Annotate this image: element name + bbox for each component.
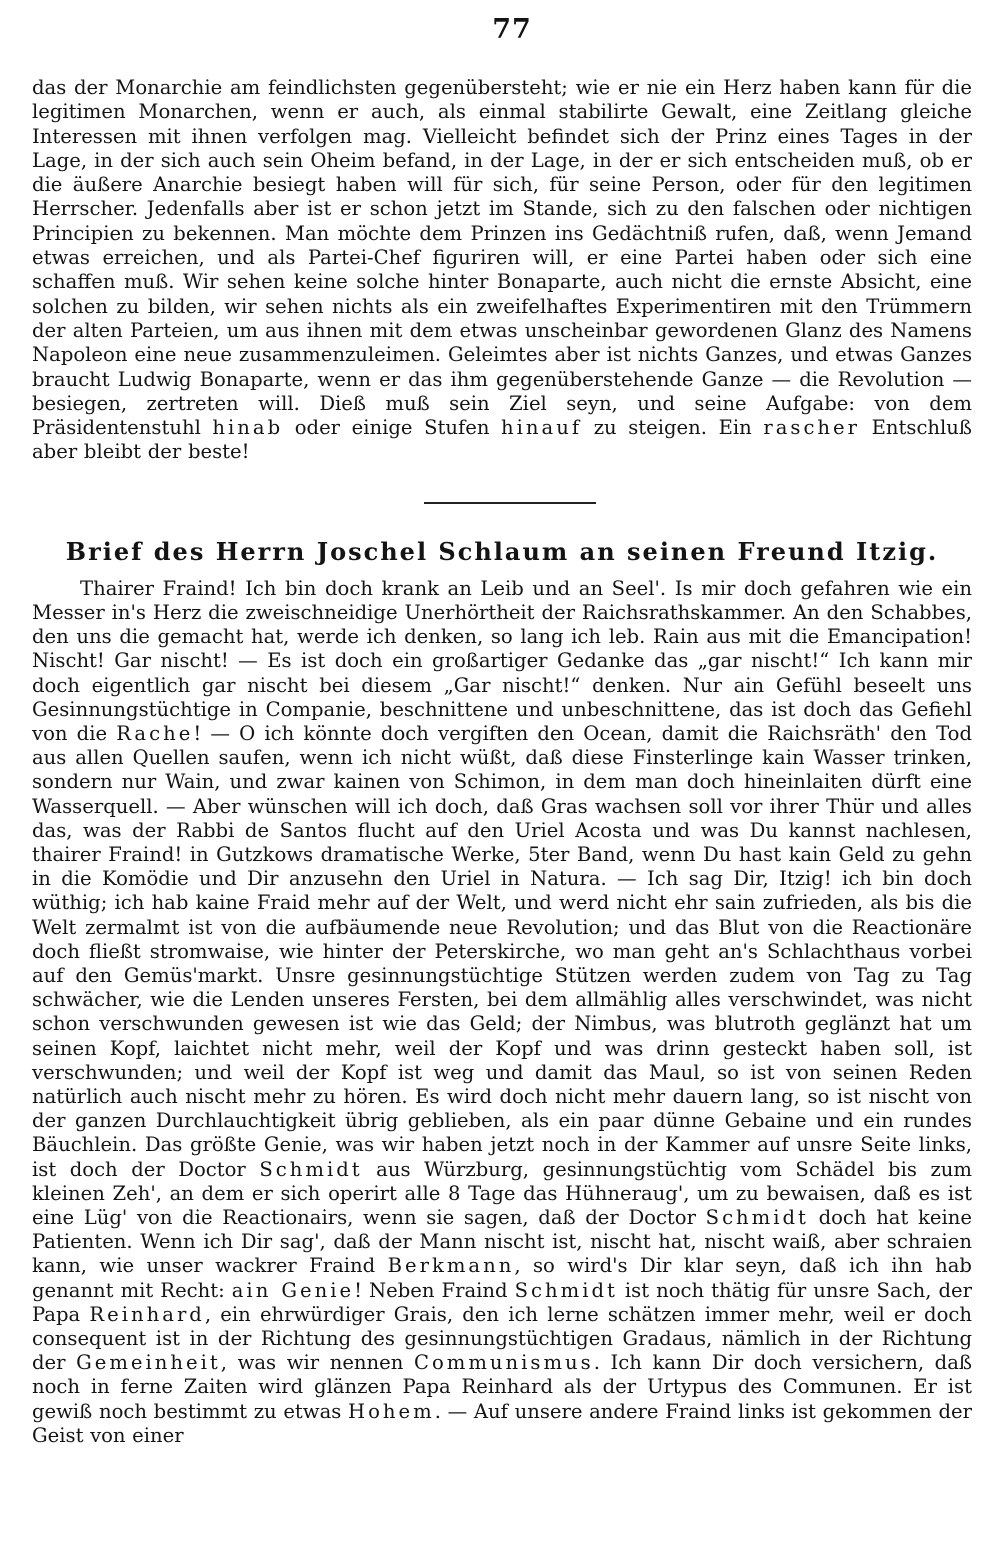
text-segment: zu steigen. Ein [582, 416, 764, 440]
spaced-emphasis: Schmidt [259, 1157, 363, 1181]
text-segment: . — Auf unsere andere Fraind links ist gekommen der Geist von einer [32, 1399, 972, 1447]
text-segment: aus Würzburg, gesinnungstüchtig vom Schädel bis zum kleinen Zeh', an dem er sich operirt alle 8 Tage das Hühneraug', um zu bewaisen, daß es ist eine Lüg' von die Reactionairs, wenn sie sagen, daß der Doctor [32, 1157, 972, 1230]
spaced-emphasis: Berkmann [387, 1254, 515, 1278]
text-segment: ! Neben Fraind [354, 1278, 515, 1302]
document-page [32, 12, 972, 1552]
paragraph-napoleon-commentary [32, 76, 972, 465]
spaced-emphasis: rascher [763, 416, 861, 440]
text-segment: . Ich kann Dir doch versichern, daß noch in ferne Zaiten wird glänzen Papa Reinhard als der Urtypus des Communen. Er ist gewiß noch bestimmt zu etwas [32, 1351, 972, 1423]
text-segment: , was wir nennen [220, 1351, 414, 1375]
text-segment: ist noch thätig für unsre Sach, der Papa [32, 1278, 973, 1326]
spaced-emphasis: hinauf [501, 416, 583, 440]
spaced-emphasis: Gemeinheit [76, 1351, 221, 1375]
spaced-emphasis: Rache [116, 721, 194, 745]
spaced-emphasis: Schmidt [514, 1278, 618, 1302]
text-segment: , ein ehrwürdiger Grais, den ich lerne schätzen immer mehr, weil er doch consequent ist in der Richtung des gesinnungstüchtigen Gradaus, nämlich in der Richtung der [32, 1302, 972, 1375]
paragraph-letter-body [32, 577, 972, 1448]
text-segment: Entschluß aber bleibt der beste! [32, 416, 973, 464]
spaced-emphasis: hinab [212, 416, 284, 440]
text-segment: oder einige Stufen [283, 416, 502, 440]
spaced-emphasis: Hohem [348, 1399, 435, 1423]
text-segment: das der Monarchie am feindlichsten gegenübersteht; wie er nie ein Herz haben kann für die legitimen Monarchen, wenn er auch, als einmal stabilirte Gewalt, eine Zeitlang gleiche Interessen mit ihnen verfolgen mag. Vielleicht befindet sich der Prinz eines Tages in der Lage, in der sich auch sein Oheim befand, in der Lage, in der er sich entscheiden muß, ob er die äußere Anarchie besiegt haben will für sich, für seine Person, oder für den legitimen Herrscher. Jedenfalls aber ist er schon jetzt im Stande, sich zu den falschen oder nichtigen Principien zu bekennen. Man möchte dem Prinzen ins Gedächtniß rufen, daß, wenn Jemand etwas erreichen, und als Partei-Chef figuriren will, er eine Partei haben oder sich eine schaffen muß. Wir sehen keine solche hinter Bonaparte, auch nicht die ernste Absicht, eine solchen zu bilden, wir sehen nichts als ein zweifelhaftes Experimentiren mit den Trümmern der alten Parteien, um aus ihnen mit dem etwas unscheinbar gewordenen Glanz des Namens Napoleon eine neue zusammenzuleimen. Geleimtes aber ist nichts Ganzes, und etwas Ganzes braucht Ludwig Bonaparte, wenn er das ihm gegenüberstehende Ganze — die Revolution — besiegen, zertreten will. Dieß muß sein Ziel seyn, und seine Aufgabe: von dem Präsidentenstuhl [32, 76, 972, 440]
text-segment: , so wird's Dir klar seyn, daß ich ihn hab genannt mit Recht: [32, 1254, 972, 1302]
spaced-emphasis: Communismus [413, 1351, 594, 1375]
text-segment: ! — O ich könnte doch vergiften den Ocean, damit die Raichsräth' den Tod aus allen Quellen saufen, wenn ich nicht wüßt, daß diese Finsterlinge kain Wasser trinken, sondern nur Wain, und zwar kainen von Schimon, in dem man doch hineinlaiten dürft eine Wasserquell. — Aber wünschen will ich doch, daß Gras wachsen soll vor ihrer Thür und alles das, was der Rabbi de Santos flucht auf den Uriel Acosta und was Du kannst nachlesen, thairer Fraind! in Gutzkows dramatische Werke, 5ter Band, wenn Du hast kain Geld zu gehn in die Komödie und Dir anzusehn den Uriel in Natura. — Ich sag Dir, Itzig! ich bin doch wüthig; ich hab kaine Fraid mehr auf der Welt, und werd nicht ehr sain zufrieden, als bis die Welt zermalmt ist von die aufbäumende neue Revolution; und das Blut von die Reactionäre doch fließt stromwaise, wie hinter der Peterskirche, wo man geht an's Schlachthaus vorbei auf den Gemüs'markt. Unsre gesinnungstüchtige Stützen werden zudem von Tag zu Tag schwächer, wie die Lenden unseres Fersten, bei dem allmählig alles verschwindet, was nicht schon verschwunden gewesen ist wie das Geld; der Nimbus, was blutroth geglänzt hat um seinen Kopf, laichtet nicht mehr, weil der Kopf und was drinn gesteckt haben soll, ist verschwunden; und weil der Kopf ist weg und damit das Maul, so ist von seinen Reden natürlich auch nischt mehr zu hören. Es wird doch nicht mehr dauern lang, so ist nischt von der ganzen Durchlauchtigkeit übrig geblieben, als ein paar dünne Gebaine und ein rundes Bäuchlein. Das größte Genie, was wir haben jetzt noch in der Kammer auf unsre Seite links, ist doch der Doctor [32, 721, 972, 1181]
text-segment: doch hat keine Patienten. Wenn ich Dir sag', daß der Mann nischt ist, nischt hat, nischt waiß, aber schraien kann, wie unser wackrer Fraind [32, 1206, 972, 1278]
section-divider [424, 502, 596, 504]
spaced-emphasis: ain Genie [231, 1278, 355, 1302]
page-number: 77 [492, 14, 532, 45]
spaced-emphasis: Schmidt [705, 1206, 809, 1230]
text-segment: Thairer Fraind! Ich bin doch krank an Leib und an Seel'. Is mir doch gefahren wie ein Messer in's Herz die zweischneidige Unerhörtheit der Raichsrathskammer. An den Schabbes, den uns die gemacht hat, werde ich denken, so lang ich leb. Rain aus mit die Emancipation! Nischt! Gar nischt! — Es ist doch ein großartiger Gedanke das „gar nischt!“ Ich kann mir doch eigentlich gar nischt bei diesem „Gar nischt!“ denken. Nur ain Gefühl beseelt uns Gesinnungstüchtige in Companie, beschnittene und unbeschnittene, das ist doch das Gefiehl von die [32, 576, 972, 745]
spaced-emphasis: Reinhard [89, 1302, 205, 1326]
article-title: Brief des Herrn Joschel Schlaum an seinen Freund Itzig. [65, 536, 939, 566]
